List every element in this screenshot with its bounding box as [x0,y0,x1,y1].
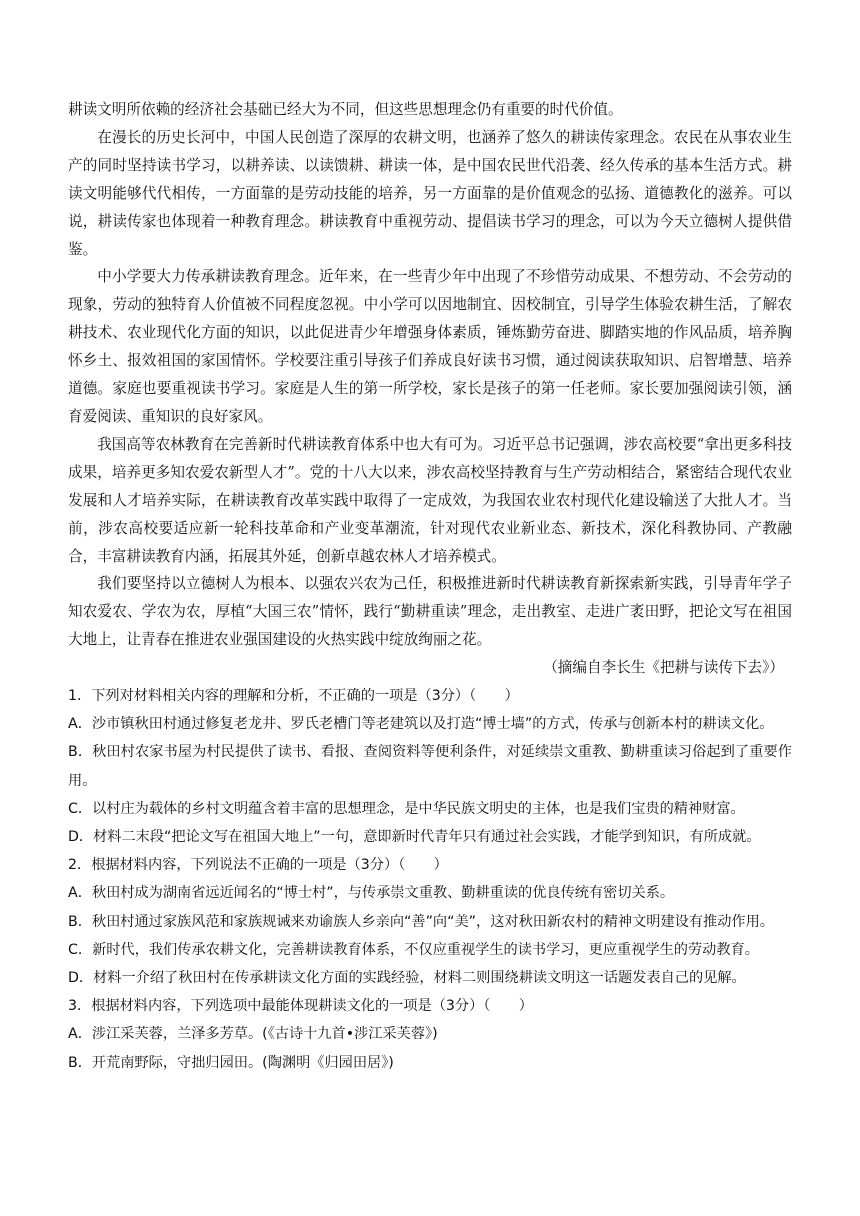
question-1 [68,682,792,851]
passage-paragraph: 耕读文明所依赖的经济社会基础已经大为不同，但这些思想理念仍有重要的时代价值。 [68,101,623,118]
answer-option-a: A．秋田村成为湖南省远近闻名的“博士村”，与传承崇文重教、勤耕重读的优良传统有密切关系。 [68,885,675,902]
passage-paragraph: 中小学要大力传承耕读教育理念。近年来，在一些青少年中出现了不珍惜劳动成果、不想劳动、不会劳动的现象，劳动的独特育人价值被不同程度忽视。中小学可以因地制宜、因校制宜，引导学生体验农耕生活，了解农耕技术、农业现代化方面的知识，以此促进青少年增强身体素质，锤炼勤劳奋进、脚踏实地的作风品质，培养胸怀乡土、报效祖国的家国情怀。学校要注重引导孩子们养成良好读书习惯，通过阅读获取知识、启智增慧、培养道德。家庭也要重视读书学习。家庭是人生的第一所学校，家长是孩子的第一任老师。家长要加强阅读引领，涵育爱阅读、重知识的良好家风。 [68,268,792,425]
answer-option-b: B．秋田村农家书屋为村民提供了读书、看报、查阅资料等便利条件，对延续崇文重教、勤耕重读习俗起到了重要作用。 [68,744,792,789]
answer-option-a: A．沙市镇秋田村通过修复老龙井、罗氏老槽门等老建筑以及打造“博士墙”的方式，传承与创新本村的耕读文化。 [68,716,774,733]
reading-passage [68,96,792,682]
answer-option-b: B．秋田村通过家族风范和家族规诫来劝谕族人乡亲向“善”向“美”，这对秋田新农村的精神文明建设有推动作用。 [68,913,774,930]
answer-option-d: D．材料二末段“把论文写在祖国大地上”一句，意即新时代青年只有通过社会实践，才能学到知识，有所成就。 [68,829,761,846]
answer-option-b: B．开荒南野际，守拙归园田。(陶渊明《归园田居》) [68,1054,394,1071]
answer-option-c: C．以村庄为载体的乡村文明蕴含着丰富的思想理念，是中华民族文明史的主体，也是我们宝贵的精神财富。 [68,800,745,817]
question-3 [68,992,792,1077]
passage-paragraph: 我国高等农林教育在完善新时代耕读教育体系中也大有可为。习近平总书记强调，涉农高校要“拿出更多科技成果，培养更多知农爱农新型人才”。党的十八大以来，涉农高校坚持教育与生产劳动相结合，紧密结合现代农业发展和人才培养实际，在耕读教育改革实践中取得了一定成效，为我国农业农村现代化建设输送了大批人才。当前，涉农高校要适应新一轮科技革命和产业变革潮流，针对现代农业新业态、新技术，深化科教协同、产教融合，丰富耕读教育内涵，拓展其外延，创新卓越农林人才培养模式。 [68,435,792,565]
passage-paragraph: 在漫长的历史长河中，中国人民创造了深厚的农耕文明，也涵养了悠久的耕读传家理念。农民在从事农业生产的同时坚持读书学习，以耕养读、以读馈耕、耕读一体，是中国农民世代沿袭、经久传承的基本生活方式。耕读文明能够代代相传，一方面靠的是劳动技能的培养，另一方面靠的是价值观念的弘扬、道德教化的滋养。可以说，耕读传家也体现着一种教育理念。耕读教育中重视劳动、提倡读书学习的理念，可以为今天立德树人提供借鉴。 [68,128,792,258]
answer-option-c: C．新时代，我们传承农耕文化，完善耕读教育体系，不仅应重视学生的读书学习，更应重视学生的劳动教育。 [68,941,759,958]
question-stem: 2．根据材料内容，下列说法不正确的一项是（3分）（ ） [68,857,448,874]
answer-option-a: A．涉江采芙蓉，兰泽多芳草。(《古诗十九首•涉江采芙蓉》) [68,1026,438,1043]
passage-source-citation: （摘编自李长生《把耕与读传下去》） [543,659,784,677]
answer-option-d: D．材料一介绍了秋田村在传承耕读文化方面的实践经验，材料二则围绕耕读文明这一话题发表自己的见解。 [68,970,746,987]
question-2 [68,851,792,992]
question-stem: 3．根据材料内容，下列选项中最能体现耕读文化的一项是（3分）（ ） [68,998,533,1015]
question-stem: 1．下列对材料相关内容的理解和分析，不正确的一项是（3分）（ ） [68,688,519,705]
passage-paragraph: 我们要坚持以立德树人为根本、以强农兴农为己任，积极推进新时代耕读教育新探索新实践，引导青年学子知农爱农、学农为农，厚植“大国三农”情怀，践行“勤耕重读”理念，走出教室、走进广袤田野，把论文写在祖国大地上，让青春在推进农业强国建设的火热实践中绽放绚丽之花。 [68,575,792,649]
